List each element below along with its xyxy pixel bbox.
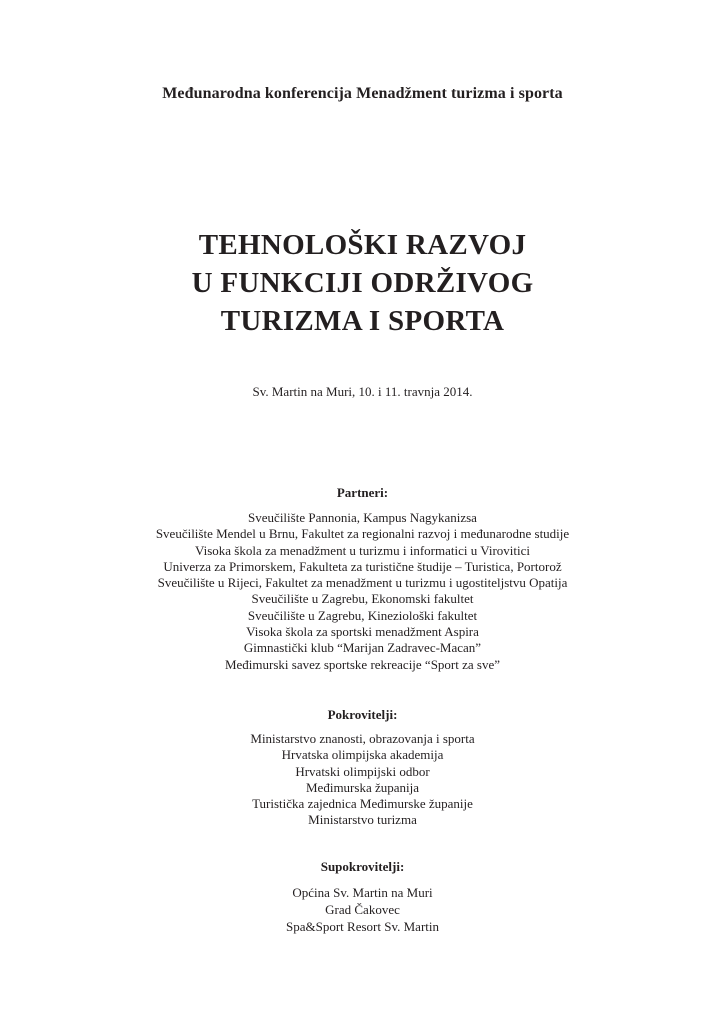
conference-name: Međunarodna konferencija Menadžment turizma i sporta [162, 85, 563, 102]
main-title [0, 226, 725, 340]
partner-item: Međimurski savez sportske rekreacije “Sport za sve” [224, 656, 501, 672]
title-line: TEHNOLOŠKI RAZVOJ [198, 229, 527, 261]
co-patron-item: Općina Sv. Martin na Muri [292, 885, 433, 900]
patron-item: Turistička zajednica Međimurske županije [252, 796, 473, 812]
partner-item: Sveučilište Pannonia, Kampus Nagykanizsa [248, 510, 477, 525]
partners-heading: Partneri: [336, 485, 389, 500]
patron-item: Ministarstvo znanosti, obrazovanja i sporta [250, 731, 475, 746]
partner-item: Sveučilište u Rijeci, Fakultet za menadžment u turizmu i ugostiteljstvu Opatija [157, 575, 568, 591]
partner-item: Univerza za Primorskem, Fakulteta za turistične študije – Turistica, Portorož [163, 558, 562, 574]
partner-item: Visoka škola za sportski menadžment Aspira [246, 624, 479, 640]
partners-list [0, 510, 725, 673]
patron-item: Hrvatska olimpijska akademija [281, 747, 444, 763]
co-patrons-heading: Supokrovitelji: [320, 859, 405, 874]
patron-item: Hrvatski olimpijski odbor [295, 763, 430, 779]
partner-item: Visoka škola za menadžment u turizmu i informatici u Virovitici [194, 542, 531, 558]
co-patron-item: Spa&Sport Resort Sv. Martin [286, 919, 439, 934]
patron-item: Ministarstvo turizma [308, 812, 417, 828]
event-date: Sv. Martin na Muri, 10. i 11. travnja 2014. [252, 384, 473, 399]
title-line: TURIZMA I SPORTA [220, 305, 505, 337]
patron-item: Međimurska županija [306, 779, 419, 795]
patrons-heading: Pokrovitelji: [327, 707, 398, 722]
partner-item: Sveučilište Mendel u Brnu, Fakultet za regionalni razvoj i međunarodne studije [155, 526, 570, 542]
co-patron-item: Grad Čakovec [325, 902, 400, 917]
partner-item: Gimnastički klub “Marijan Zadravec-Macan” [243, 640, 482, 656]
partner-item: Sveučilište u Zagrebu, Kineziološki fakultet [247, 607, 478, 623]
patrons-list [0, 731, 725, 829]
title-line: U FUNKCIJI ODRŽIVOG [191, 267, 534, 299]
co-patrons-list [0, 884, 725, 935]
partner-item: Sveučilište u Zagrebu, Ekonomski fakultet [251, 591, 474, 607]
